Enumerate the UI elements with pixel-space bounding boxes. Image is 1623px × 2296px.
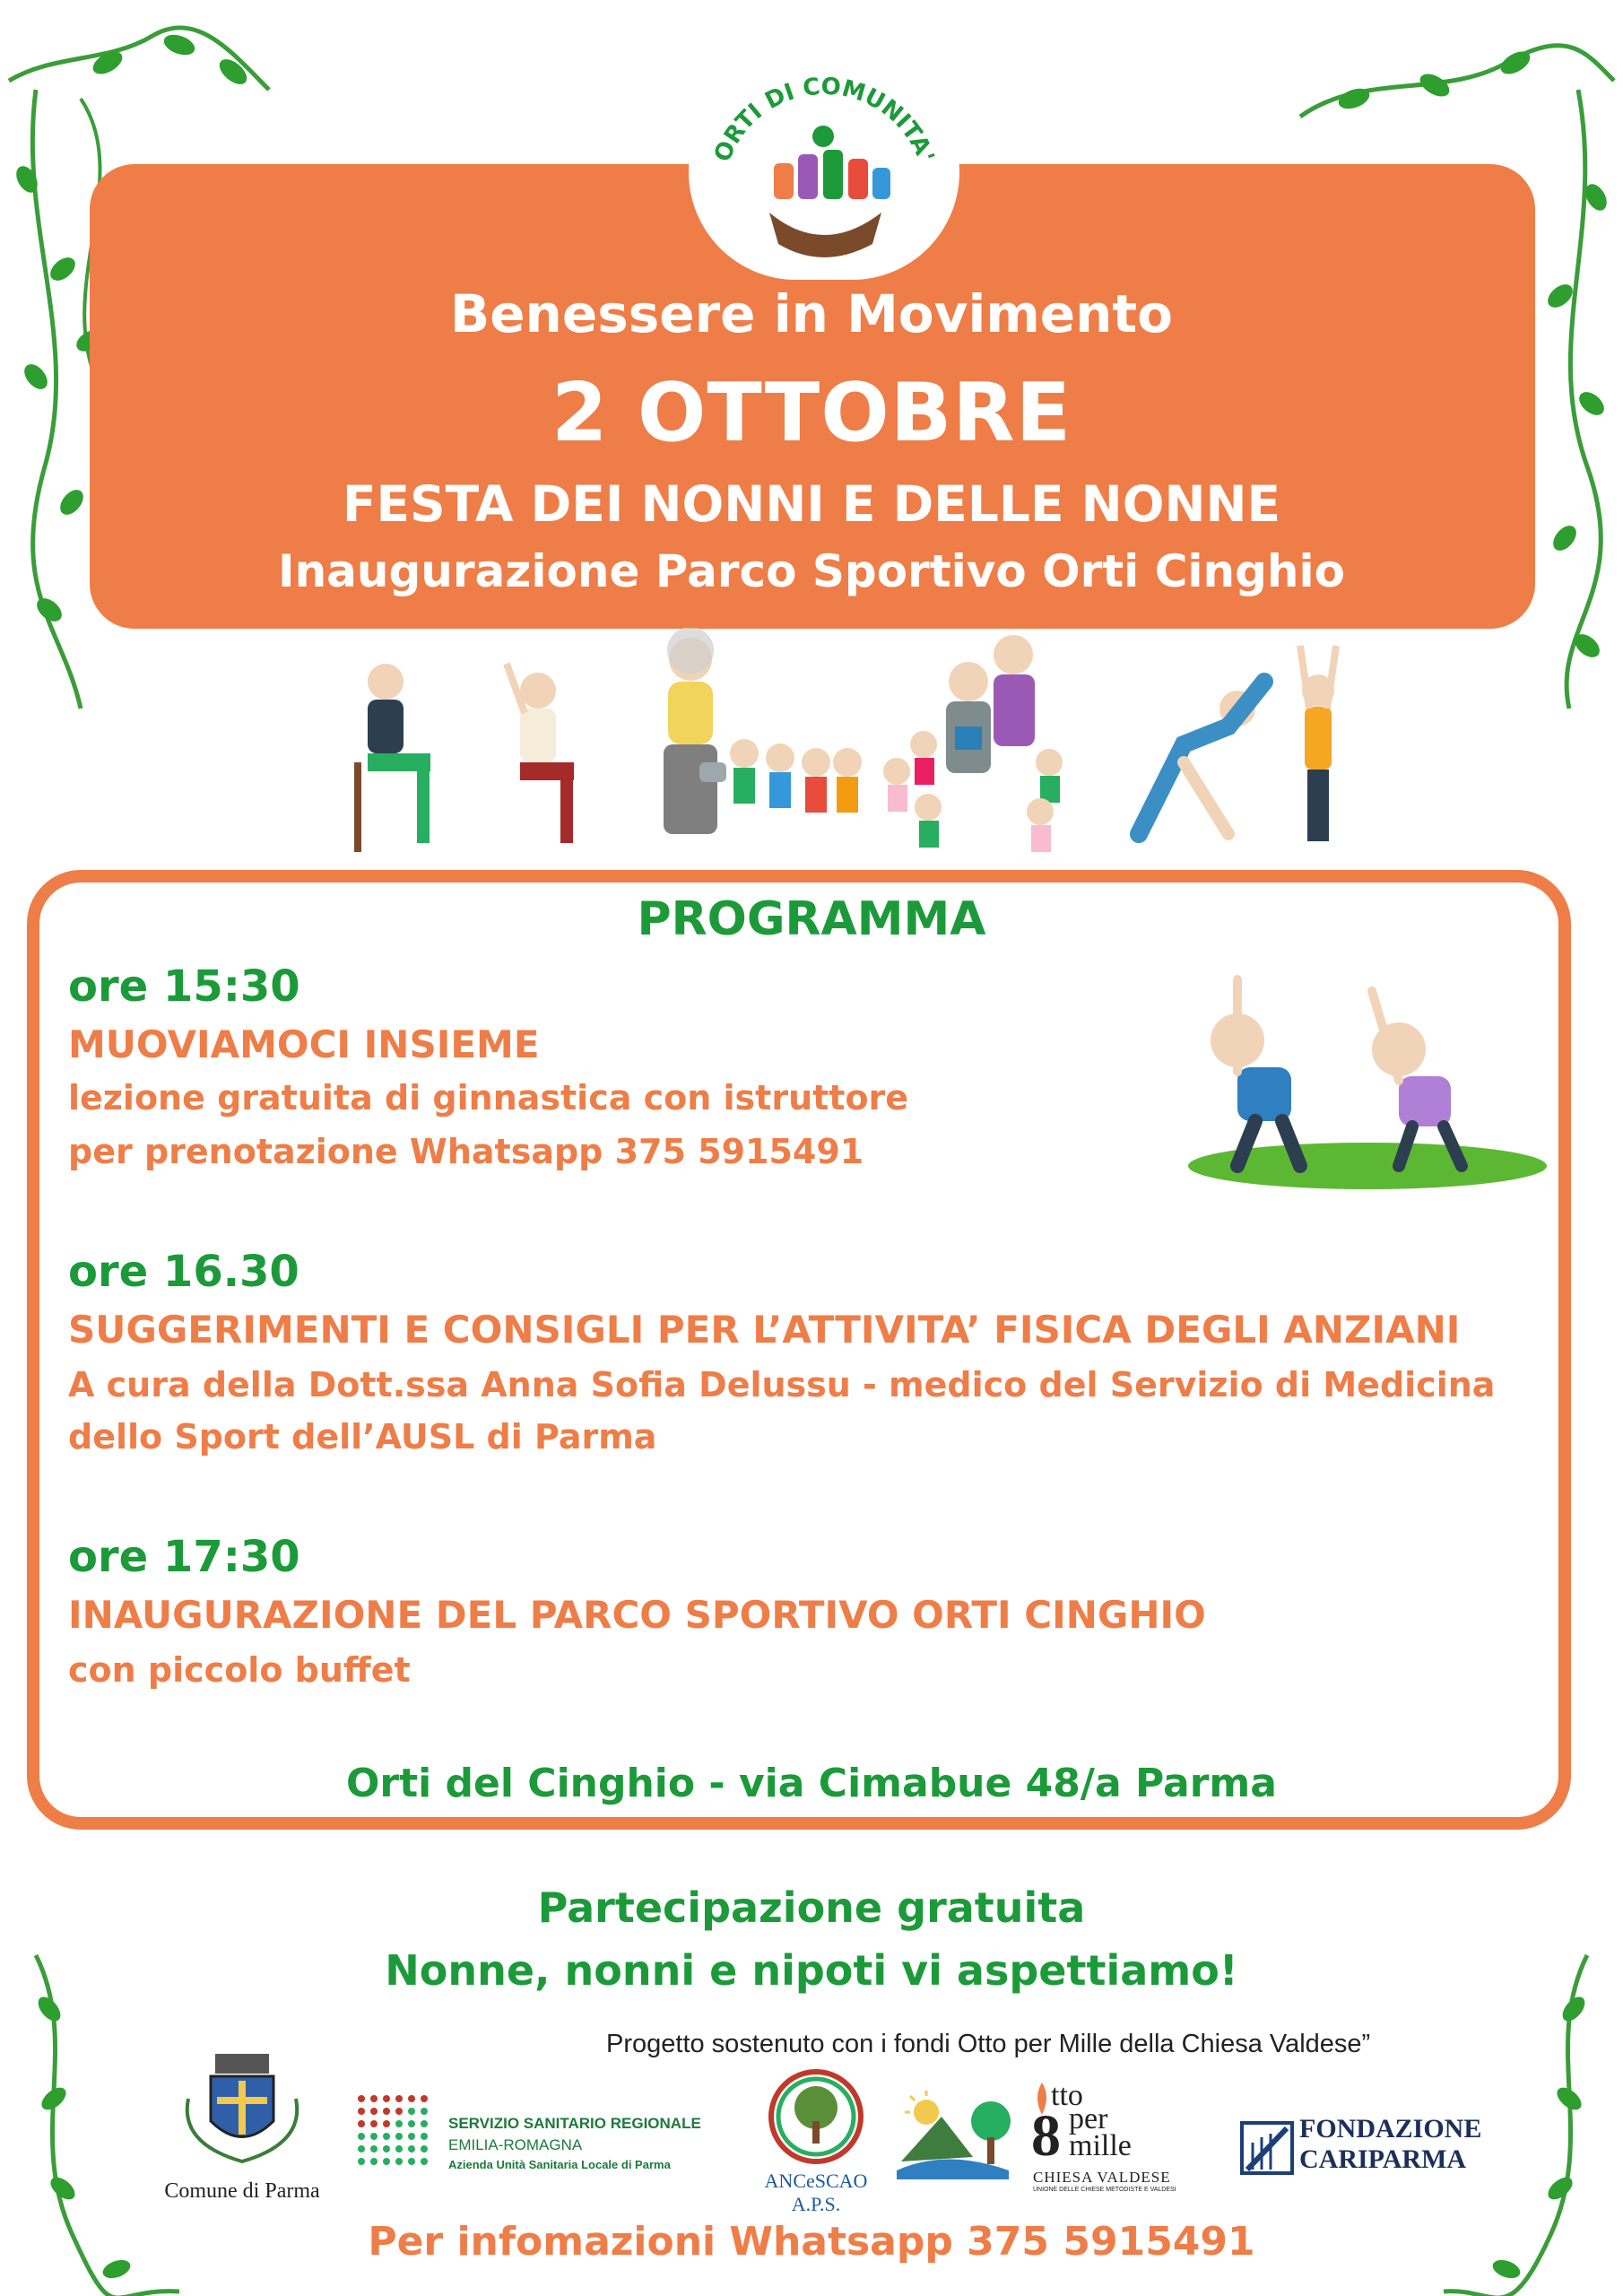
grandparents-reading-figure: [883, 635, 1063, 852]
otto-per-mille-logo: [1029, 2079, 1209, 2196]
parma-crest-icon: [152, 2045, 332, 2170]
free-participation-text: Partecipazione gratuita: [537, 1883, 1086, 1932]
ssr-emilia-romagna-logo: [354, 2092, 731, 2190]
event-name: FESTA DEI NONNI E DELLE NONNE: [342, 475, 1281, 533]
event-date: 2 OTTOBRE: [551, 366, 1072, 460]
grandma-watering-figure: [664, 628, 726, 834]
orti-di-comunita-logo: [689, 65, 959, 280]
event-title: Benessere in Movimento: [450, 283, 1173, 344]
ssr-label-2: EMILIA-ROMAGNA: [448, 2136, 583, 2153]
orti-cinghio-landscape-logo: [892, 2085, 1018, 2184]
program-item-2-time: ore 16.30: [68, 1247, 299, 1297]
fondazione-label-2: CARIPARMA: [1299, 2144, 1467, 2174]
program-item-2-title: SUGGERIMENTI E CONSIGLI PER L’ATTIVITA’ FISICA DEGLI ANZIANI: [68, 1308, 1461, 1352]
exercise-elderly-illustration: [1184, 969, 1551, 1193]
comune-label: Comune di Parma: [164, 2179, 320, 2203]
otto-eight-label: 8: [1031, 2103, 1061, 2169]
ancescao-label-1: ANCeSCAO: [764, 2170, 868, 2192]
program-item-3-time: ore 17:30: [68, 1532, 300, 1582]
invitation-text: Nonne, nonni e nipoti vi aspettiamo!: [385, 1946, 1238, 1995]
program-item-3-line-1: con piccolo buffet: [68, 1650, 411, 1690]
otto-mille-label: mille: [1069, 2129, 1132, 2162]
comune-di-parma-logo: [152, 2045, 332, 2211]
ssr-label-3: Azienda Unità Sanitaria Locale di Parma: [448, 2158, 671, 2171]
program-item-1-line-1: lezione gratuita di ginnastica con istruttore: [68, 1078, 909, 1118]
program-item-1-title: MUOVIAMOCI INSIEME: [68, 1022, 540, 1066]
svg-text:ORTI DI COMUNITA': [709, 74, 939, 167]
otto-top-label: tto: [1051, 2079, 1083, 2112]
grandparents-children-illustration: [332, 628, 1363, 870]
ssr-label-1: SERVIZIO SANITARIO REGIONALE: [448, 2115, 701, 2132]
sponsor-note: Progetto sostenuto con i fondi Otto per Mille della Chiesa Valdese”: [606, 2030, 1371, 2058]
ancescao-tree-icon: [753, 2067, 879, 2166]
otto-per-label: per: [1069, 2102, 1108, 2135]
event-subtitle: Inaugurazione Parco Sportivo Orti Cinghio: [277, 545, 1346, 597]
seated-grandpa-figure: [354, 664, 430, 852]
otto-chiesa-label: CHIESA VALDESE: [1033, 2169, 1171, 2186]
logo-arc-text: ORTI DI COMUNITA': [708, 73, 940, 167]
program-item-3-title: INAUGURAZIONE DEL PARCO SPORTIVO ORTI CINGHIO: [68, 1593, 1206, 1637]
otto-small-label: UNIONE DELLE CHIESE METODISTE E VALDESI: [1033, 2187, 1176, 2193]
children-group-figure: [730, 739, 862, 813]
program-item-1-time: ore 15:30: [68, 961, 300, 1012]
program-item-2-line-1: A cura della Dott.ssa Anna Sofia Delussu - medico del Servizio di Medicina: [68, 1365, 1496, 1405]
program-heading: PROGRAMMA: [637, 892, 986, 946]
ancescao-label-2: A.P.S.: [791, 2193, 841, 2215]
event-address: Orti del Cinghio - via Cimabue 48/a Parma: [346, 1761, 1277, 1806]
fondazione-label-1: FONDAZIONE: [1299, 2114, 1482, 2144]
footer-contact: Per infomazioni Whatsapp 375 5915491: [368, 2219, 1255, 2265]
ancescao-logo: [753, 2067, 879, 2215]
fondazione-cariparma-logo: [1240, 2112, 1491, 2184]
seated-grandma-figure: [507, 664, 574, 843]
stretching-adults-figure: [1139, 646, 1336, 841]
logo-figures-icon: [769, 126, 890, 257]
program-item-2-line-2: dello Sport dell’AUSL di Parma: [68, 1417, 657, 1457]
fondazione-emblem-icon: [1240, 2116, 1294, 2175]
ssr-dots-icon: [354, 2092, 435, 2172]
program-item-1-line-2: per prenotazione Whatsapp 375 5915491: [68, 1132, 864, 1171]
